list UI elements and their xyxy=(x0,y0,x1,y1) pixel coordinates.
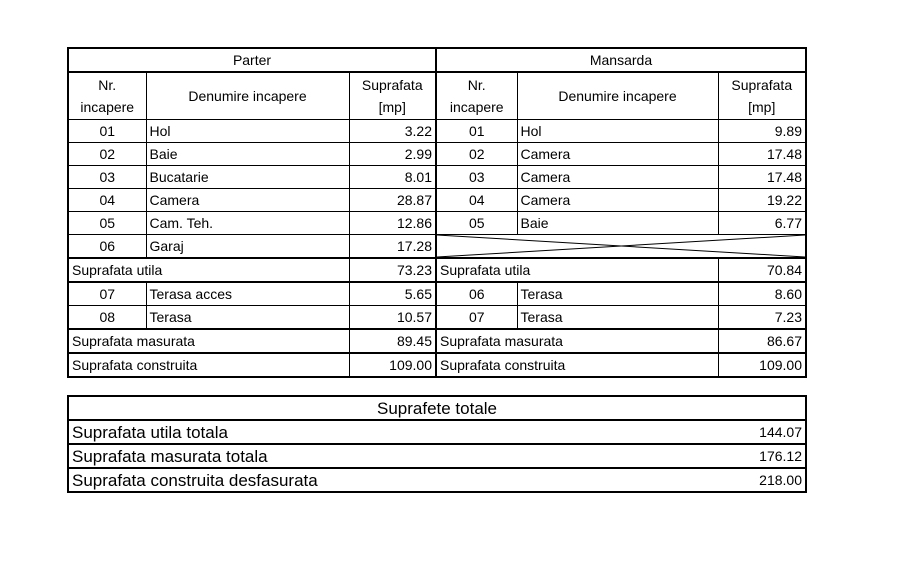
parter-nr: 07 xyxy=(68,282,146,306)
table-row xyxy=(68,444,806,468)
cross-mark-icon xyxy=(437,235,805,257)
total-value: 144.07 xyxy=(718,420,806,444)
mansarda-nr: 07 xyxy=(436,306,517,330)
mansarda-construita-label: Suprafata construita xyxy=(436,353,718,377)
mansarda-name: Camera xyxy=(517,189,718,212)
mansarda-nr: 03 xyxy=(436,166,517,189)
parter-area: 10.57 xyxy=(349,306,436,330)
construita-row xyxy=(68,353,806,377)
mansarda-masurata-value: 86.67 xyxy=(718,329,806,353)
mansarda-name: Baie xyxy=(517,212,718,235)
mansarda-nr: 01 xyxy=(436,120,517,143)
mansarda-utila-value: 70.84 xyxy=(718,258,806,282)
totals-header-row xyxy=(68,396,806,420)
mansarda-name: Terasa xyxy=(517,282,718,306)
total-label: Suprafata construita desfasurata xyxy=(68,468,718,492)
parter-construita-label: Suprafata construita xyxy=(68,353,349,377)
mansarda-area: 17.48 xyxy=(718,166,806,189)
table-row xyxy=(68,235,806,259)
masurata-row xyxy=(68,329,806,353)
total-label: Suprafata masurata totala xyxy=(68,444,718,468)
parter-name: Baie xyxy=(146,143,349,166)
totals-title: Suprafete totale xyxy=(68,396,806,420)
mansarda-area: 6.77 xyxy=(718,212,806,235)
total-value: 176.12 xyxy=(718,444,806,468)
mansarda-name: Camera xyxy=(517,143,718,166)
parter-title: Parter xyxy=(68,48,436,72)
table-row xyxy=(68,282,806,306)
mansarda-nr: 02 xyxy=(436,143,517,166)
table-row xyxy=(68,166,806,189)
parter-name: Terasa acces xyxy=(146,282,349,306)
mansarda-area: 8.60 xyxy=(718,282,806,306)
mansarda-col-nr: Nr. incapere xyxy=(436,72,517,120)
parter-nr: 01 xyxy=(68,120,146,143)
column-header-row xyxy=(68,72,806,120)
table-row xyxy=(68,306,806,330)
parter-name: Camera xyxy=(146,189,349,212)
empty-crossed-cell xyxy=(436,235,806,259)
mansarda-col-suprafata: Suprafata [mp] xyxy=(718,72,806,120)
parter-utila-label: Suprafata utila xyxy=(68,258,349,282)
parter-area: 8.01 xyxy=(349,166,436,189)
rooms-table xyxy=(67,47,807,378)
table-row xyxy=(68,120,806,143)
mansarda-area: 7.23 xyxy=(718,306,806,330)
table-row xyxy=(68,212,806,235)
mansarda-nr: 05 xyxy=(436,212,517,235)
parter-nr: 02 xyxy=(68,143,146,166)
mansarda-area: 9.89 xyxy=(718,120,806,143)
parter-col-suprafata: Suprafata [mp] xyxy=(349,72,436,120)
mansarda-nr: 04 xyxy=(436,189,517,212)
parter-area: 28.87 xyxy=(349,189,436,212)
mansarda-utila-label: Suprafata utila xyxy=(436,258,718,282)
mansarda-area: 19.22 xyxy=(718,189,806,212)
table-row xyxy=(68,468,806,492)
table-row xyxy=(68,143,806,166)
parter-area: 5.65 xyxy=(349,282,436,306)
parter-col-denumire: Denumire incapere xyxy=(146,72,349,120)
parter-nr: 04 xyxy=(68,189,146,212)
mansarda-nr: 06 xyxy=(436,282,517,306)
parter-area: 3.22 xyxy=(349,120,436,143)
section-header-row xyxy=(68,48,806,72)
mansarda-col-denumire: Denumire incapere xyxy=(517,72,718,120)
mansarda-name: Camera xyxy=(517,166,718,189)
parter-masurata-value: 89.45 xyxy=(349,329,436,353)
parter-col-nr: Nr. incapere xyxy=(68,72,146,120)
utila-row xyxy=(68,258,806,282)
table-row xyxy=(68,189,806,212)
totals-table xyxy=(67,395,807,493)
mansarda-masurata-label: Suprafata masurata xyxy=(436,329,718,353)
parter-utila-value: 73.23 xyxy=(349,258,436,282)
total-label: Suprafata utila totala xyxy=(68,420,718,444)
mansarda-name: Hol xyxy=(517,120,718,143)
parter-nr: 06 xyxy=(68,235,146,259)
parter-area: 17.28 xyxy=(349,235,436,259)
mansarda-area: 17.48 xyxy=(718,143,806,166)
parter-name: Terasa xyxy=(146,306,349,330)
total-value: 218.00 xyxy=(718,468,806,492)
parter-construita-value: 109.00 xyxy=(349,353,436,377)
table-row xyxy=(68,420,806,444)
mansarda-construita-value: 109.00 xyxy=(718,353,806,377)
parter-nr: 08 xyxy=(68,306,146,330)
parter-area: 12.86 xyxy=(349,212,436,235)
parter-nr: 03 xyxy=(68,166,146,189)
parter-name: Cam. Teh. xyxy=(146,212,349,235)
mansarda-name: Terasa xyxy=(517,306,718,330)
parter-name: Hol xyxy=(146,120,349,143)
mansarda-title: Mansarda xyxy=(436,48,806,72)
parter-name: Bucatarie xyxy=(146,166,349,189)
parter-area: 2.99 xyxy=(349,143,436,166)
parter-nr: 05 xyxy=(68,212,146,235)
parter-name: Garaj xyxy=(146,235,349,259)
parter-masurata-label: Suprafata masurata xyxy=(68,329,349,353)
